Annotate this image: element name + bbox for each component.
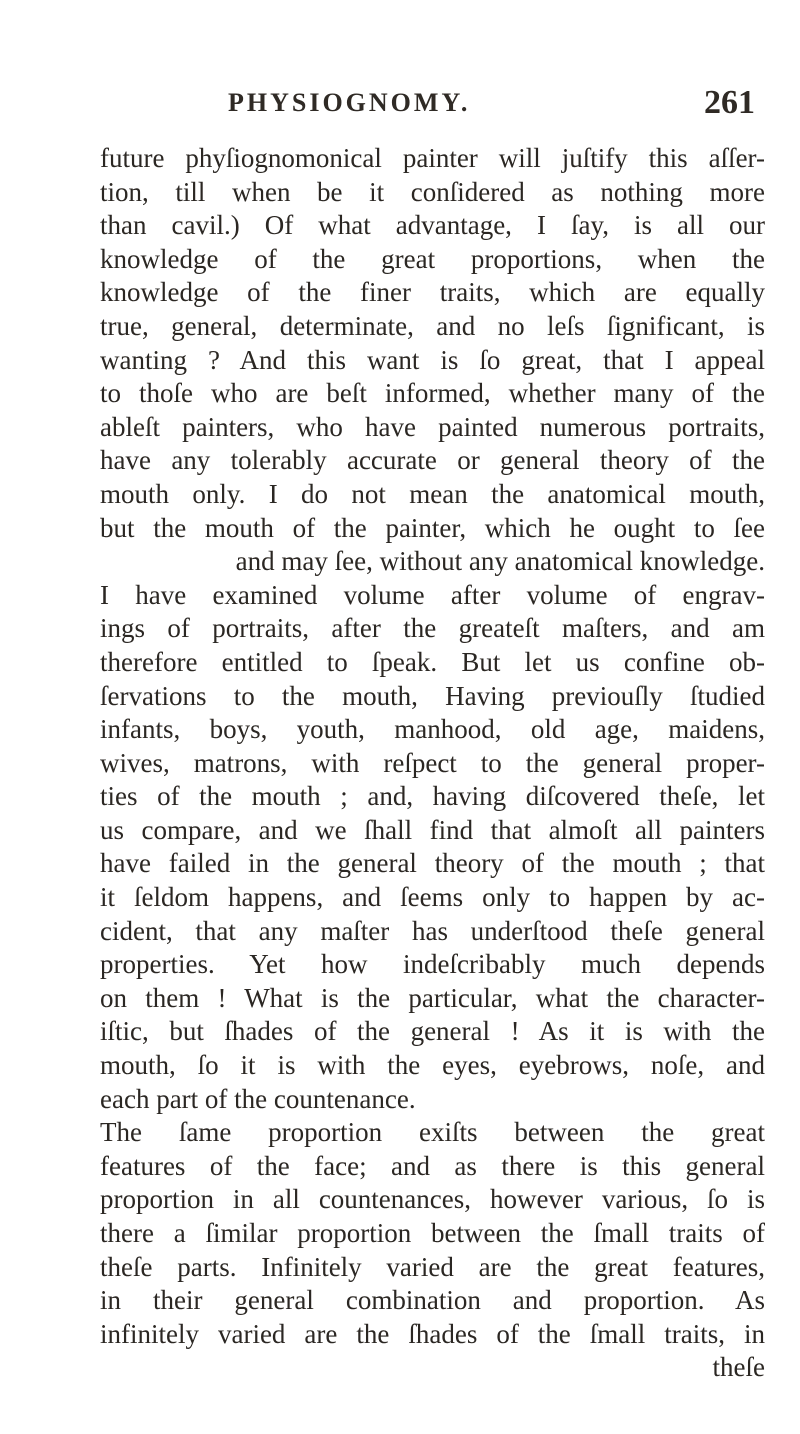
text-line: each part of the countenance.	[100, 1083, 416, 1114]
text-line: on them ! What is the particular, what the character-	[100, 982, 765, 1013]
text-line: mouth, ſo it is with the eyes, eyebrows, noſe, and	[100, 1050, 765, 1081]
text-line: ties of the mouth ; and, having diſcovered theſe, let	[100, 781, 765, 812]
text-line: there a ſimilar proportion between the ſmall traits of	[100, 1218, 765, 1248]
text-line: mouth only. I do not mean the anatomical mouth,	[100, 478, 765, 509]
text-line: than cavil.) Of what advantage, I ſay, is all our	[100, 210, 765, 241]
text-line: ings of portraits, after the greateſt maſters, and am	[100, 613, 765, 644]
text-line: features of the face; and as there is this general	[100, 1150, 765, 1181]
page-number: 261	[704, 84, 755, 121]
text-line: to thoſe who are beſt informed, whether many of the	[100, 378, 765, 409]
text-line: proportion in all countenances, however various, ſo is	[100, 1184, 765, 1215]
text-line: it ſeldom happens, and ſeems only to happen by ac-	[100, 882, 765, 913]
text-line: tion, till when be it conſidered as nothing more	[100, 176, 765, 207]
text-line: wives, matrons, with reſpect to the general proper-	[100, 747, 765, 778]
running-title: PHYSIOGNOMY.	[228, 88, 471, 117]
text-line: iſtic, but ſhades of the general ! As it is with the	[100, 1016, 765, 1047]
text-line: The ſame proportion exiſts between the great	[100, 1117, 765, 1148]
text-line: I have examined volume after volume of engrav-	[100, 579, 765, 610]
text-line: ableſt painters, who have painted numerous portraits,	[100, 411, 765, 442]
text-line: theſe parts. Infinitely varied are the great features,	[100, 1251, 765, 1282]
text-line: in their general combination and proportion. As	[100, 1285, 765, 1316]
text-line: properties. Yet how indeſcribably much depends	[100, 949, 765, 980]
text-line: us compare, and we ſhall find that almoſt all painters	[100, 814, 765, 845]
text-line: cident, that any maſter has underſtood theſe general	[100, 915, 765, 946]
text-line: therefore entitled to ſpeak. But let us confine ob-	[100, 646, 765, 677]
text-line: wanting ? And this want is ſo great, that I appeal	[100, 344, 765, 375]
text-line: ſervations to the mouth, Having previouſly ſtudied	[100, 680, 765, 711]
text-line: true, general, determinate, and no leſs ſignificant, is	[100, 310, 765, 341]
text-line: infinitely varied are the ſhades of the ſmall traits, in	[100, 1318, 765, 1349]
text-line: but the mouth of the painter, which he ought to ſee	[100, 512, 765, 543]
text-line: have any tolerably accurate or general theory of the	[100, 445, 765, 476]
body-text	[100, 142, 765, 1385]
running-head	[0, 84, 800, 124]
catchword: theſe	[712, 1352, 765, 1383]
text-line: infants, boys, youth, manhood, old age, maidens,	[100, 714, 765, 745]
text-line: and may ſee, without any anatomical knowledge.	[235, 546, 765, 577]
text-line: future phyſiognomonical painter will juſtify this aſſer-	[100, 143, 765, 173]
text-line: knowledge of the finer traits, which are equally	[100, 277, 765, 308]
text-line: knowledge of the great proportions, when the	[100, 243, 765, 274]
text-line: have failed in the general theory of the mouth ; that	[100, 848, 765, 879]
